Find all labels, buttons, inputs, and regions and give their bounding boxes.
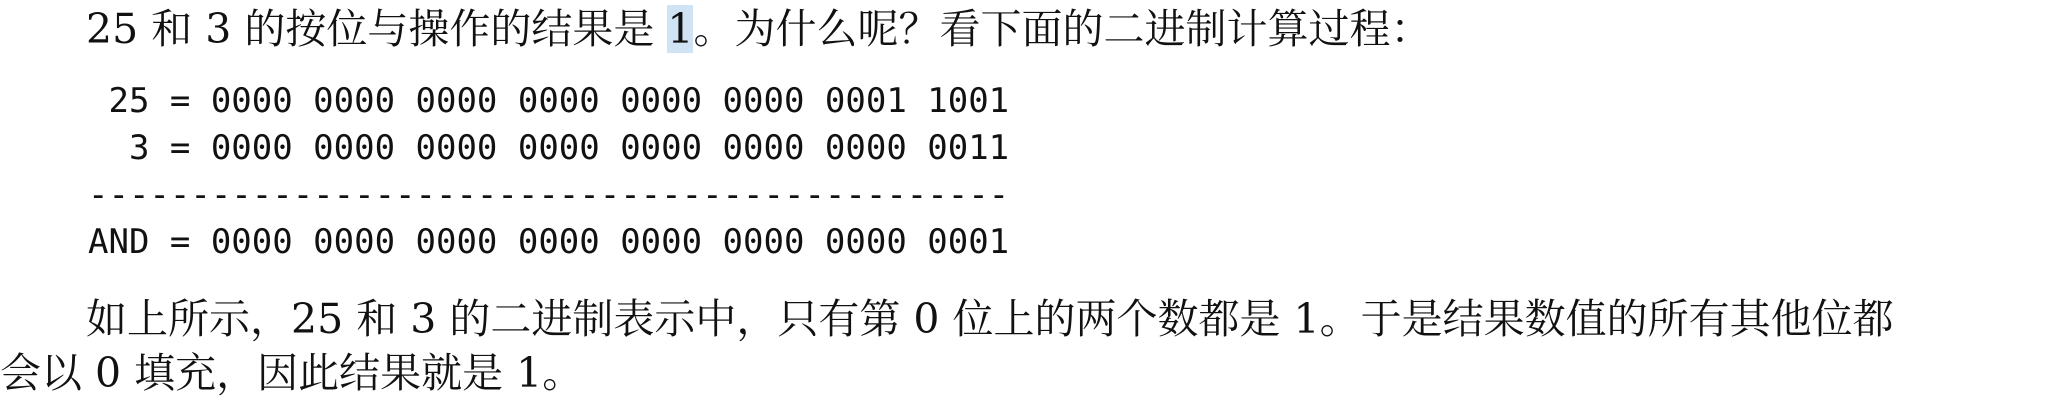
separator-line: --------------------------------------------- xyxy=(88,175,1010,215)
explanation-paragraph xyxy=(0,292,2068,400)
operand-25-row: 25 = 0000 0000 0000 0000 0000 0000 0001 1001 xyxy=(88,81,1010,121)
intro-paragraph xyxy=(0,2,2068,56)
selected-result-digit[interactable]: 1 xyxy=(667,5,694,53)
explanation-line-1: 如上所示，25 和 3 的二进制表示中，只有第 0 位上的两个数都是 1。于是结果数值的所有其他位都 xyxy=(86,295,1894,343)
intro-text-before: 25 和 3 的按位与操作的结果是 xyxy=(86,5,668,53)
explanation-line-2: 会以 0 填充，因此结果就是 1。 xyxy=(0,349,584,397)
binary-calculation-block xyxy=(88,78,1009,266)
operand-3-row: 3 = 0000 0000 0000 0000 0000 0000 0000 0011 xyxy=(88,128,1010,168)
intro-text-after: 。为什么呢？看下面的二进制计算过程： xyxy=(693,5,1432,53)
and-result-row: AND = 0000 0000 0000 0000 0000 0000 0000 0001 xyxy=(88,222,1010,262)
